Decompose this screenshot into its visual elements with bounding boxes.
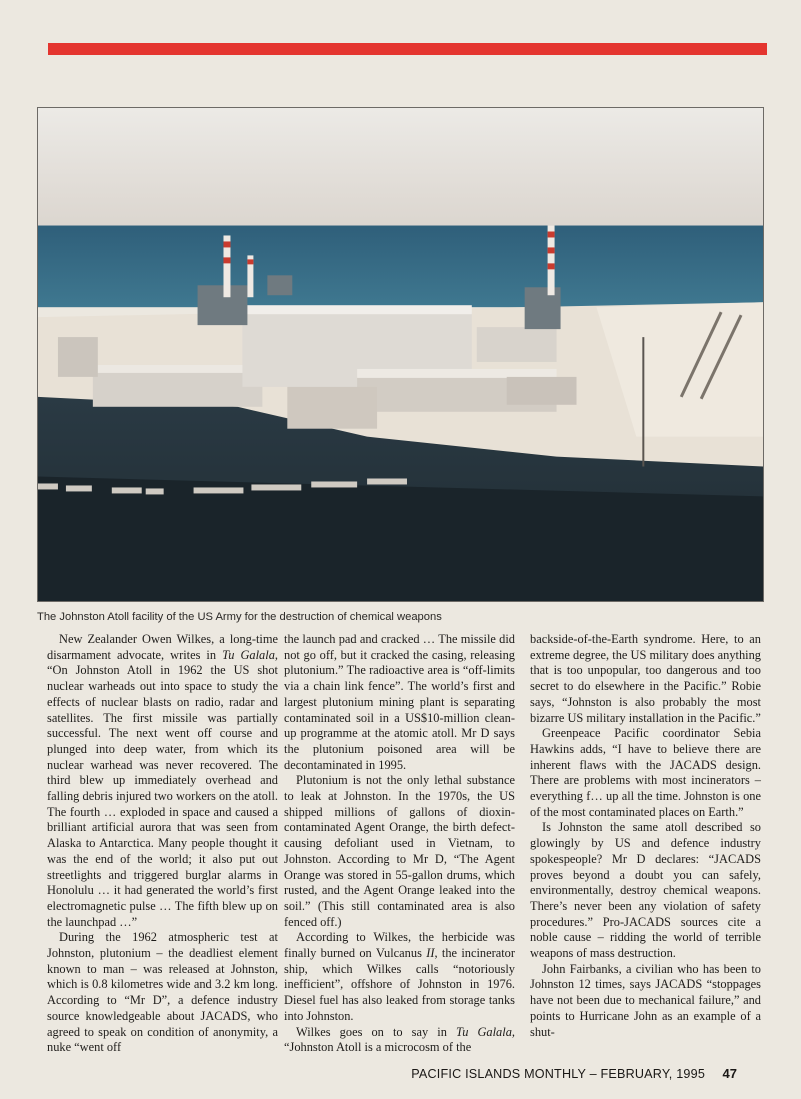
article-column-1 [47,632,278,1056]
red-header-bar [48,43,767,55]
photo-caption: The Johnston Atoll facility of the US Army for the destruction of chemical weapons [37,611,442,623]
page-number: 47 [722,1066,737,1081]
article-paragraph: Is Johnston the same atoll described so glowingly by US and defence industry spokespeople? Mr D declares: “JACADS proves beyond a doubt you can safely, environmentally, destroy chemical weapons. There’s never been any violation of safety procedures.” Pro-JACADS sources cite a noble cause – ridding the world of terrible weapons of mass destruction. [530,820,761,961]
article-paragraph: the launch pad and cracked … The missile did not go off, but it cracked the casing, releasing plutonium.” The radioactive area is “off-limits via a chain link fence”. The world’s first and largest plutonium mining plant is separating contaminated soil in a US$10-million clean-up programme at the atomic atoll. Mr D says the plutonium poisoned area will be decontaminated in 1995. [284,632,515,772]
article-paragraph: According to Wilkes, the herbicide was finally burned on Vulcanus II, the incinerator ship, which Wilkes calls “notoriously inefficient”, offshore of Johnston in 1976. Diesel fuel has also leaked from storage tanks into Johnston. [284,930,515,1023]
article-paragraph: New Zealander Owen Wilkes, a long-time disarmament advocate, writes in Tu Galala, “On Johnston Atoll in 1962 the US shot nuclear warheads out into space to study the effects of nuclear blasts on radio, radar and satellites. The first missile was partially successful. The next went off course and plunged into deep water, from which its nuclear warhead was never recovered. The third blew up immediately overhead and falling debris injured two workers on the atoll. The fourth … exploded in space and caused a brilliant artificial aurora that was seen from Alaska to Antarctica. Many people thought it was the end of the world; it also put out streetlights and triggered burglar alarms in Honolulu … it had generated the world’s first electromagnetic pulse … The fifth blew up on the launchpad …” [47,632,278,929]
johnston-atoll-photo [37,107,764,602]
publication-title: PACIFIC ISLANDS MONTHLY – FEBRUARY, 1995 [411,1067,706,1081]
article-paragraph: Wilkes goes on to say in Tu Galala, “Johnston Atoll is a microcosm of the [284,1024,515,1055]
italic-title: Tu Galala, [455,1024,515,1039]
article-column-3 [530,632,761,1040]
article-paragraph: backside-of-the-Earth syndrome. Here, to an extreme degree, the US military does anything that is too unpopular, too dangerous and too secret to do elsewhere in the Pacific.” Robie says, “Johnston is also probably the most bizarre US military installation in the Pacific.” [530,632,761,725]
article-paragraph: During the 1962 atmospheric test at Johnston, plutonium – the deadliest element known to man – was released at Johnston, which is 0.8 kilometres wide and 3.2 km long. According to “Mr D”, a defence industry source knowledgeable about JACADS, who agreed to speak on condition of anonymity, a nuke “went off [47,930,278,1055]
article-paragraph: Plutonium is not the only lethal substance to leak at Johnston. In the 1970s, the US shipped millions of gallons of dioxin-contaminated Agent Orange, the birth defect-causing defoliant used in Vietnam, to Johnston. According to Mr D, “The Agent Orange was stored in 55-gallon drums, which rusted, and the Agent Orange leaked into the soil.” (This still contaminated area is also fenced off.) [284,773,515,929]
italic-title: Tu Galala [222,647,275,662]
italic-title: II [426,946,435,961]
article-column-2 [284,632,515,1056]
photo-illustration [38,108,763,601]
article-paragraph: John Fairbanks, a civilian who has been to Johnston 12 times, says JACADS “stoppages have not been due to mechanical failure,” and points to Hurricane John as an example of a shut- [530,961,761,1039]
page-footer [411,1066,737,1081]
article-paragraph: Greenpeace Pacific coordinator Sebia Hawkins adds, “I have to believe there are inherent flaws with the JACADS design. There are problems with most incinerators – everything f… up all the time. Johnston is one of the most contaminated places on Earth.” [530,726,761,819]
